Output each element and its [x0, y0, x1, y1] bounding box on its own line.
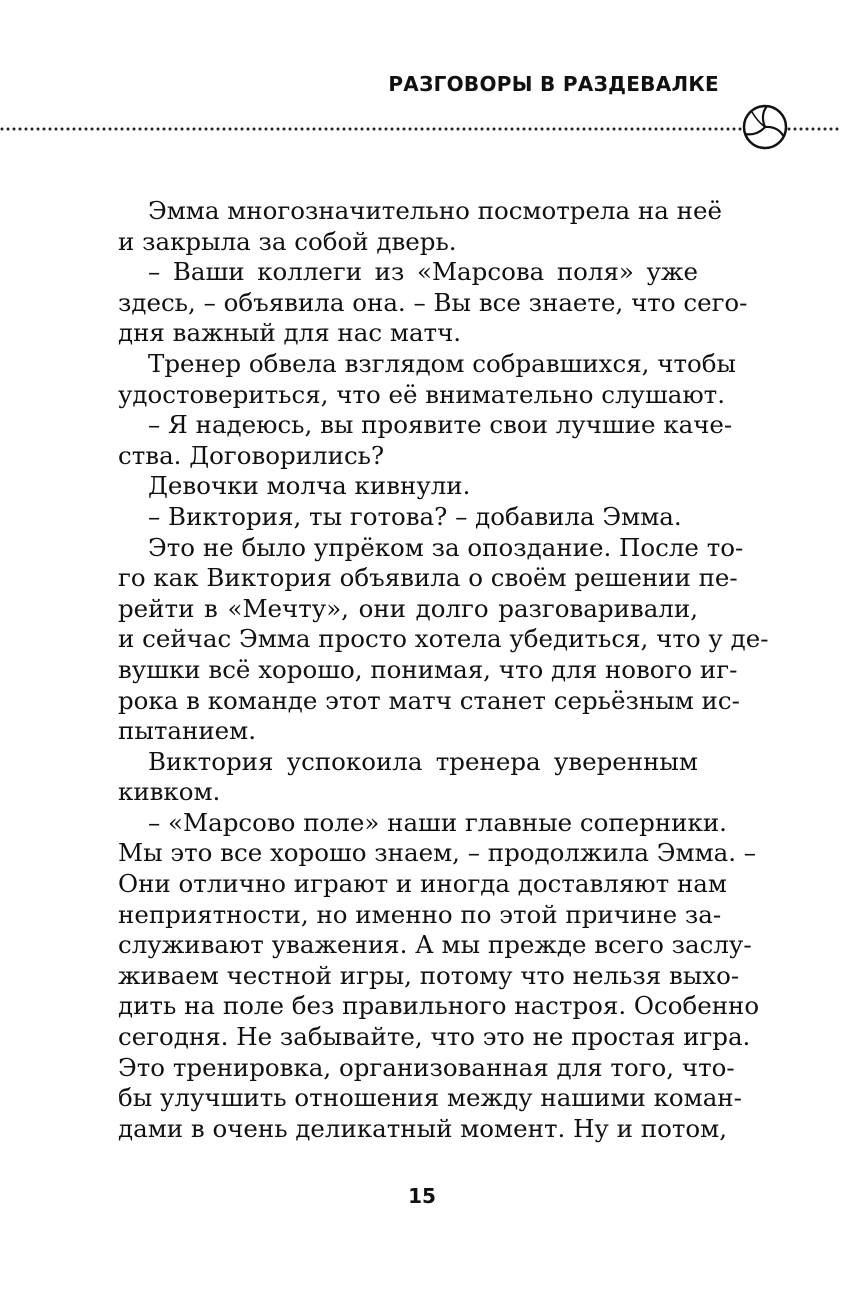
page-number: 15	[408, 1184, 436, 1208]
text-line: пытанием.	[118, 716, 256, 746]
text-line: Виктория успокоила тренера уверенным	[148, 746, 698, 776]
text-line: ства. Договорились?	[118, 440, 385, 470]
text-line: и закрыла за собой дверь.	[118, 226, 457, 256]
text-line: Это тренировка, организованная для того, что-	[118, 1052, 735, 1082]
text-line: бы улучшить отношения между нашими коман-	[118, 1083, 742, 1113]
text-line: неприятности, но именно по этой причине за-	[118, 899, 722, 929]
text-line: – Я надеюсь, вы проявите свои лучшие каче-	[148, 410, 733, 440]
running-title: РАЗГОВОРЫ В РАЗДЕВАЛКЕ	[388, 72, 719, 96]
text-line: здесь, – объявила она. – Вы все знаете, что сего-	[118, 287, 748, 317]
text-line: живаем честной игры, потому что нельзя выхо-	[118, 960, 740, 990]
text-line: и сейчас Эмма просто хотела убедиться, что у де-	[118, 624, 769, 654]
text-line: дами в очень деликатный момент. Ну и потом,	[118, 1113, 727, 1143]
text-line: Тренер обвела взглядом собравшихся, чтобы	[148, 348, 736, 378]
text-line: дить на поле без правильного настроя. Особенно	[118, 991, 760, 1021]
body-text	[118, 196, 769, 1144]
text-line: Это не было упрёком за опоздание. После то-	[148, 532, 744, 562]
text-line: го как Виктория объявила о своём решении пе-	[118, 563, 738, 593]
text-line: дня важный для нас матч.	[118, 318, 462, 348]
text-line: вушки всё хорошо, понимая, что для нового иг-	[118, 654, 738, 684]
text-line: – «Марсово поле» наши главные соперники.	[148, 807, 727, 837]
text-line: Мы это все хорошо знаем, – продолжила Эмма. –	[118, 838, 757, 868]
header-rule	[0, 96, 844, 156]
text-line: рока в команде этот матч станет серьёзным ис-	[118, 685, 740, 715]
text-line: Девочки молча кивнули.	[148, 471, 471, 501]
text-line: удостовериться, что её внимательно слушают.	[118, 379, 725, 409]
text-line: – Ваши коллеги из «Марсова поля» уже	[148, 257, 698, 287]
text-line: Эмма многозначительно посмотрела на неё	[148, 196, 722, 225]
text-line: Они отлично играют и иногда доставляют нам	[118, 869, 727, 899]
volleyball-icon	[744, 106, 786, 148]
text-line: кивком.	[118, 777, 221, 807]
text-line: служивают уважения. А мы прежде всего заслу-	[118, 930, 752, 960]
text-line: рейти в «Мечту», они долго разговаривали,	[118, 593, 698, 623]
text-line: сегодня. Не забывайте, что это не простая игра.	[118, 1022, 751, 1052]
text-line: – Виктория, ты готова? – добавила Эмма.	[148, 501, 682, 531]
